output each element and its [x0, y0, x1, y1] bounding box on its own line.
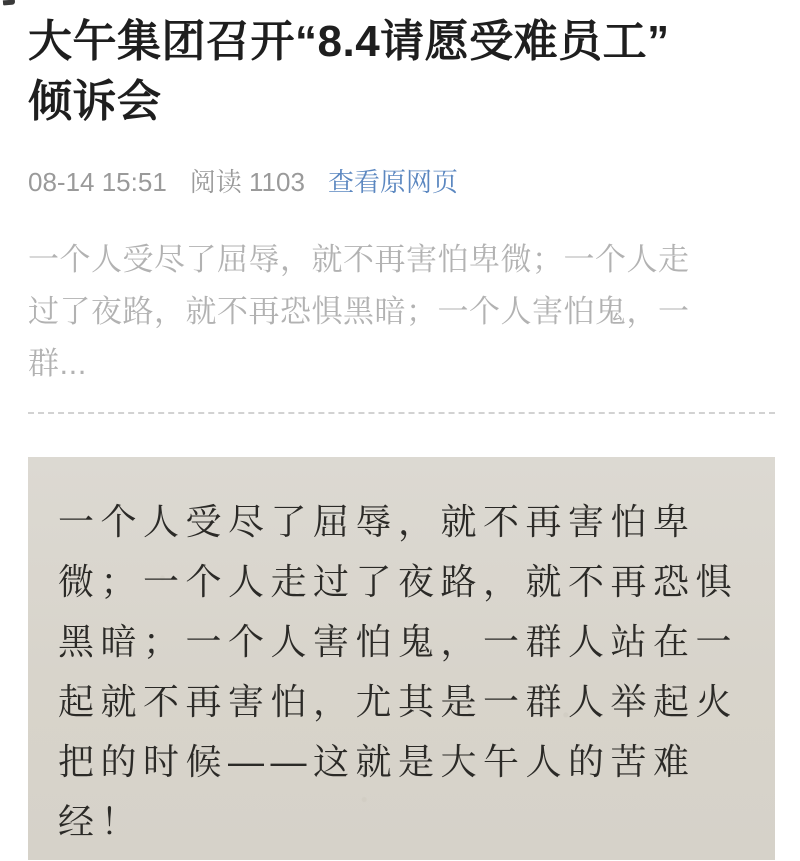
read-count: 阅读 1103	[189, 167, 305, 197]
dashed-divider	[28, 412, 775, 414]
publish-timestamp: 08-14 15:51	[28, 167, 167, 197]
summary-line-3: 群...	[28, 346, 87, 381]
quote-image-line-6: 经！	[58, 801, 144, 842]
quote-image-line-3: 黑暗；一个人害怕鬼，一群人站在一	[58, 621, 739, 662]
article-meta-row	[28, 166, 775, 198]
quote-image-line-2: 微；一个人走过了夜路，就不再恐惧	[58, 561, 739, 602]
article-title	[28, 12, 775, 132]
quote-image-line-5: 把的时候——这就是大午人的苦难	[58, 741, 696, 782]
article-summary	[28, 234, 775, 390]
view-original-link[interactable]: 查看原网页	[327, 167, 458, 197]
quote-image-line-4: 起就不再害怕，尤其是一群人举起火	[58, 681, 739, 722]
summary-line-1: 一个人受尽了屈辱，就不再害怕卑微；一个人走	[28, 242, 690, 277]
summary-line-2: 过了夜路，就不再恐惧黑暗；一个人害怕鬼，一	[28, 294, 690, 329]
article-title-line-1: 大午集团召开“8.4请愿受难员工”	[28, 17, 670, 66]
quote-image-line-1: 一个人受尽了屈辱，就不再害怕卑	[58, 501, 696, 542]
quote-text-image[interactable]	[28, 457, 775, 860]
article-title-line-2: 倾诉会	[28, 77, 162, 126]
